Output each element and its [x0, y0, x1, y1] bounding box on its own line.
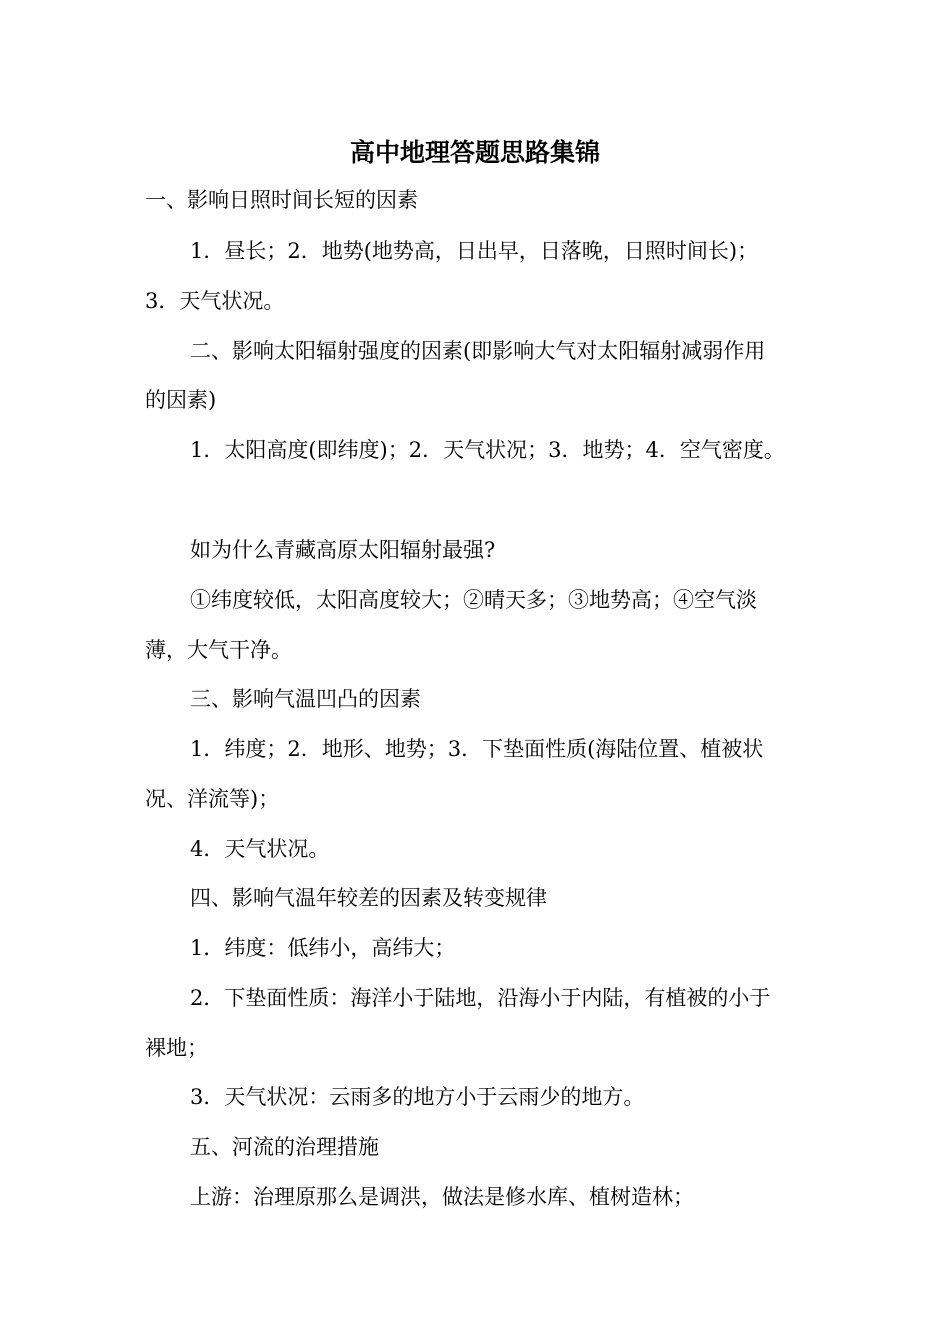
section-heading-2: 二、影响太阳辐射强度的因素(即影响大气对太阳辐射减弱作用: [190, 339, 766, 363]
paragraph-line: 上游：治理原那么是调洪，做法是修水库、植树造林；: [190, 1185, 694, 1209]
paragraph-line: 4．天气状况。: [190, 837, 330, 861]
section-heading-4: 四、影响气温年较差的因素及转变规律: [190, 886, 547, 910]
paragraph-line: ①纬度较低，太阳高度较大；②晴天多；③地势高；④空气淡: [190, 588, 757, 612]
section-heading-1: 一、影响日照时间长短的因素: [145, 188, 418, 212]
paragraph-line: 况、洋流等)；: [145, 787, 280, 811]
section-heading-2-cont: 的因素): [145, 388, 217, 412]
paragraph-line: 1．纬度；2．地形、地势；3．下垫面性质(海陆位置、植被状: [190, 737, 764, 761]
section-heading-5: 五、河流的治理措施: [190, 1135, 379, 1159]
paragraph-line: 裸地；: [145, 1036, 208, 1060]
document-title: 高中地理答题思路集锦: [349, 138, 600, 167]
paragraph-line: 1．太阳高度(即纬度)；2．天气状况；3．地势；4．空气密度。: [190, 438, 785, 462]
question-line: 如为什么青藏高原太阳辐射最强?: [190, 538, 496, 562]
paragraph-line: 薄，大气干净。: [145, 638, 292, 662]
paragraph-line: 3．天气状况。: [145, 289, 285, 313]
paragraph-line: 3．天气状况：云雨多的地方小于云雨少的地方。: [190, 1085, 645, 1109]
section-heading-3: 三、影响气温凹凸的因素: [190, 687, 421, 711]
paragraph-line: 1．昼长；2．地势(地势高，日出早，日落晚，日照时间长)；: [190, 239, 759, 263]
paragraph-line: 2．下垫面性质：海洋小于陆地，沿海小于内陆，有植被的小于: [190, 986, 771, 1010]
paragraph-line: 1．纬度：低纬小，高纬大；: [190, 936, 456, 960]
